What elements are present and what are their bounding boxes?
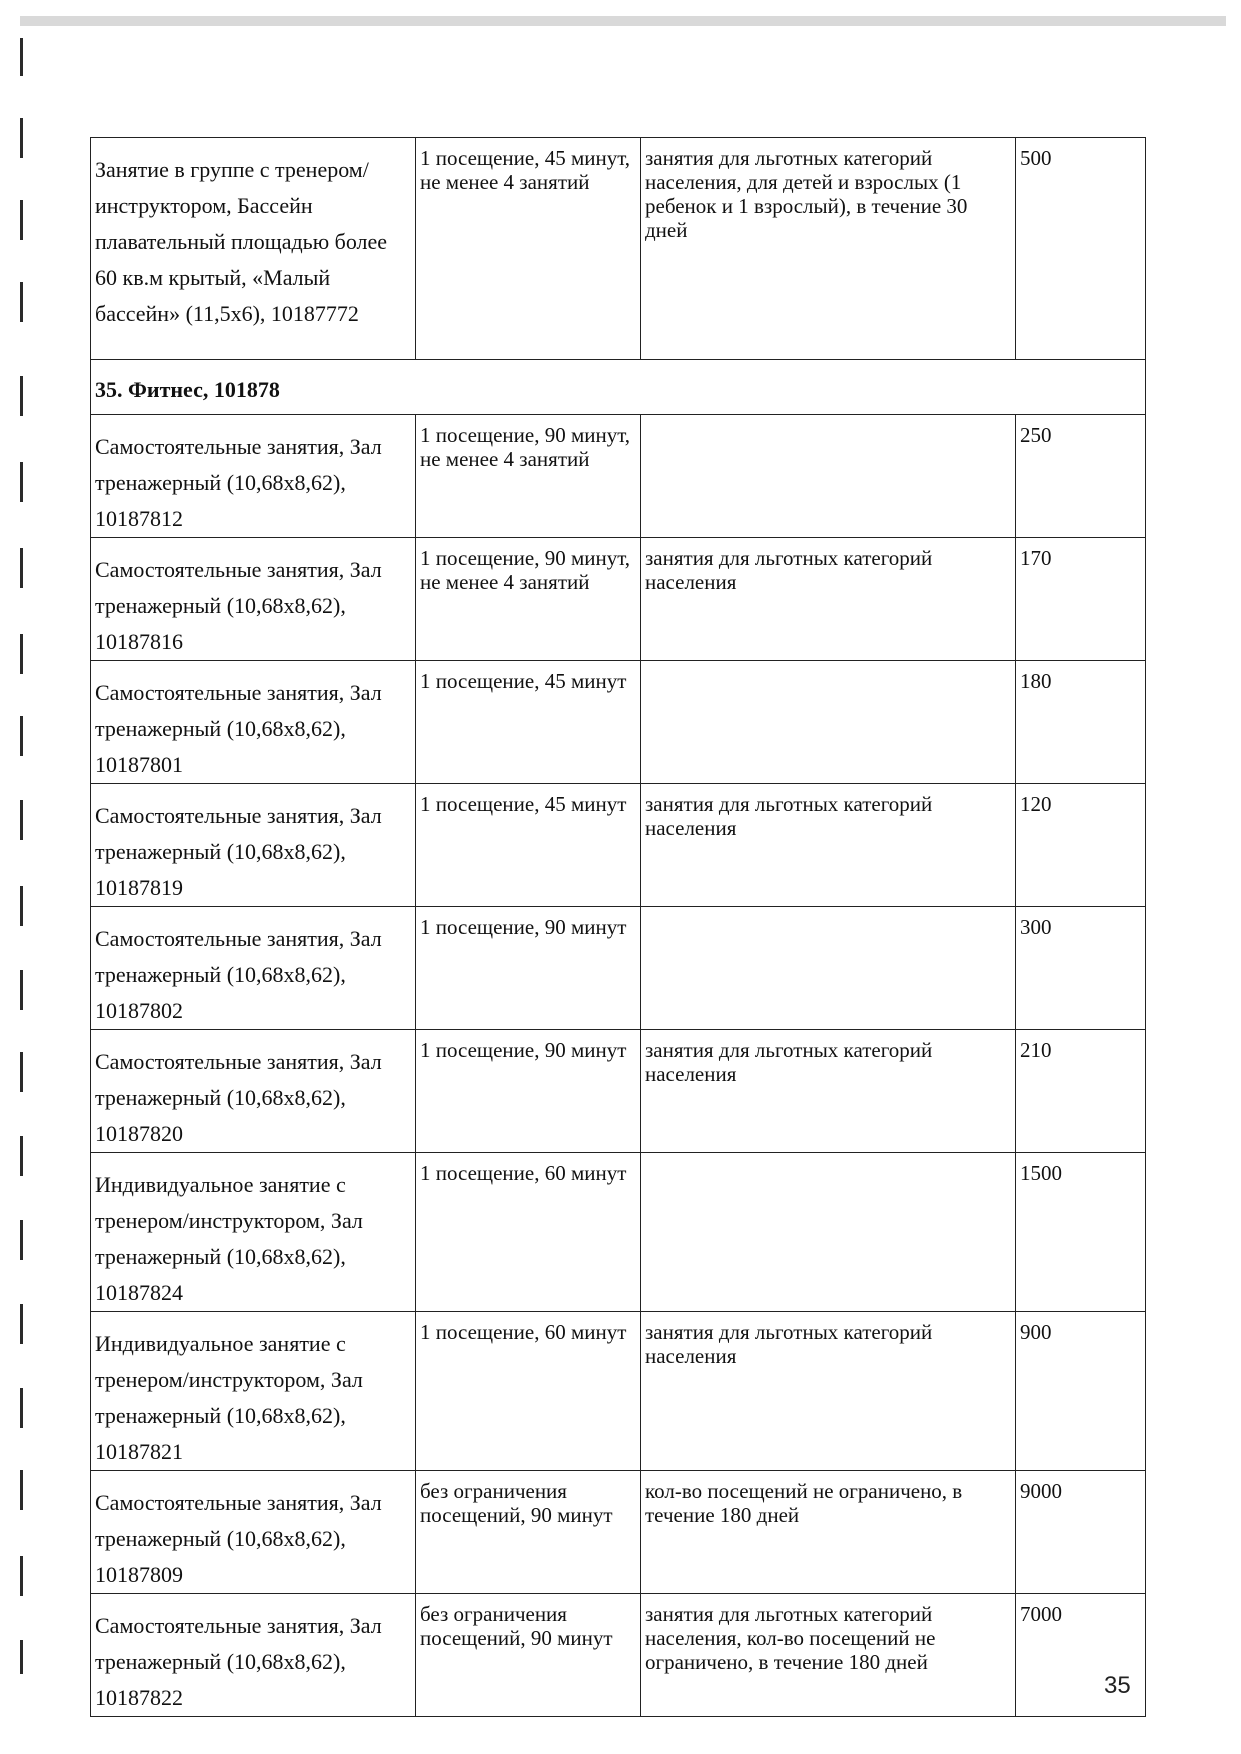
service-name-cell: Индивидуальное занятие с тренером/инструктором, Зал тренажерный (10,68х8,62), 10187821 xyxy=(91,1312,416,1471)
table-row xyxy=(91,661,1146,784)
note-cell xyxy=(641,907,1016,1030)
binding-mark xyxy=(20,800,23,840)
note-cell: занятия для льготных категорий населения, для детей и взрослых (1 ребенок и 1 взрослый), в течение 30 дней xyxy=(641,138,1016,360)
visit-terms-cell: 1 посещение, 45 минут xyxy=(416,784,641,907)
section-title: 35. Фитнес, 101878 xyxy=(91,360,1146,415)
service-name-cell: Самостоятельные занятия, Зал тренажерный (10,68х8,62), 10187816 xyxy=(91,538,416,661)
visit-terms-cell: 1 посещение, 60 минут xyxy=(416,1312,641,1471)
price-cell: 500 xyxy=(1016,138,1146,360)
table-row xyxy=(91,784,1146,907)
binding-mark xyxy=(20,1052,23,1092)
price-cell: 1500 xyxy=(1016,1153,1146,1312)
note-cell: занятия для льготных категорий населения xyxy=(641,784,1016,907)
binding-mark xyxy=(20,970,23,1010)
binding-mark xyxy=(20,716,23,756)
binding-mark xyxy=(20,118,23,158)
binding-mark xyxy=(20,38,23,76)
binding-mark xyxy=(20,1304,23,1344)
binding-mark xyxy=(20,548,23,588)
table-row xyxy=(91,1471,1146,1594)
page-number: 35 xyxy=(1104,1672,1131,1699)
visit-terms-cell: 1 посещение, 90 минут, не менее 4 занятий xyxy=(416,538,641,661)
table-row xyxy=(91,538,1146,661)
section-row xyxy=(91,360,1146,415)
price-cell: 250 xyxy=(1016,415,1146,538)
binding-mark xyxy=(20,1556,23,1596)
visit-terms-cell: без ограничения посещений, 90 минут xyxy=(416,1471,641,1594)
service-name-cell: Занятие в группе с тренером/инструктором, Бассейн плавательный площадью более 60 кв.м крытый, «Малый бассейн» (11,5х6), 10187772 xyxy=(91,138,416,360)
binding-mark xyxy=(20,462,23,502)
service-name-cell: Самостоятельные занятия, Зал тренажерный (10,68х8,62), 10187820 xyxy=(91,1030,416,1153)
price-cell: 900 xyxy=(1016,1312,1146,1471)
binding-mark xyxy=(20,200,23,240)
binding-mark xyxy=(20,1220,23,1260)
note-cell: занятия для льготных категорий населения, кол-во посещений не ограничено, в течение 180 дней xyxy=(641,1594,1016,1717)
service-name-cell: Самостоятельные занятия, Зал тренажерный (10,68х8,62), 10187809 xyxy=(91,1471,416,1594)
table-row xyxy=(91,907,1146,1030)
note-cell: занятия для льготных категорий населения xyxy=(641,538,1016,661)
price-table-body xyxy=(91,138,1146,1717)
table-row xyxy=(91,1153,1146,1312)
visit-terms-cell: 1 посещение, 45 минут, не менее 4 занятий xyxy=(416,138,641,360)
price-table xyxy=(90,137,1146,1717)
binding-mark xyxy=(20,282,23,322)
binding-mark xyxy=(20,1470,23,1510)
service-name-cell: Самостоятельные занятия, Зал тренажерный (10,68х8,62), 10187802 xyxy=(91,907,416,1030)
visit-terms-cell: 1 посещение, 90 минут, не менее 4 занятий xyxy=(416,415,641,538)
price-cell: 9000 xyxy=(1016,1471,1146,1594)
visit-terms-cell: 1 посещение, 45 минут xyxy=(416,661,641,784)
service-name-cell: Самостоятельные занятия, Зал тренажерный (10,68х8,62), 10187812 xyxy=(91,415,416,538)
table-row xyxy=(91,138,1146,360)
table-row xyxy=(91,1030,1146,1153)
visit-terms-cell: без ограничения посещений, 90 минут xyxy=(416,1594,641,1717)
price-cell: 7000 xyxy=(1016,1594,1146,1717)
scan-top-band xyxy=(20,16,1226,26)
binding-mark xyxy=(20,634,23,674)
service-name-cell: Самостоятельные занятия, Зал тренажерный (10,68х8,62), 10187819 xyxy=(91,784,416,907)
visit-terms-cell: 1 посещение, 90 минут xyxy=(416,907,641,1030)
visit-terms-cell: 1 посещение, 90 минут xyxy=(416,1030,641,1153)
price-cell: 120 xyxy=(1016,784,1146,907)
binding-mark xyxy=(20,1640,23,1674)
table-row xyxy=(91,1312,1146,1471)
service-name-cell: Самостоятельные занятия, Зал тренажерный (10,68х8,62), 10187822 xyxy=(91,1594,416,1717)
service-name-cell: Самостоятельные занятия, Зал тренажерный (10,68х8,62), 10187801 xyxy=(91,661,416,784)
note-cell xyxy=(641,1153,1016,1312)
price-cell: 180 xyxy=(1016,661,1146,784)
note-cell xyxy=(641,415,1016,538)
visit-terms-cell: 1 посещение, 60 минут xyxy=(416,1153,641,1312)
note-cell xyxy=(641,661,1016,784)
note-cell: кол-во посещений не ограничено, в течение 180 дней xyxy=(641,1471,1016,1594)
note-cell: занятия для льготных категорий населения xyxy=(641,1312,1016,1471)
binding-mark xyxy=(20,1136,23,1176)
table-row xyxy=(91,415,1146,538)
price-cell: 210 xyxy=(1016,1030,1146,1153)
binding-mark xyxy=(20,1388,23,1428)
table-row xyxy=(91,1594,1146,1717)
binding-mark xyxy=(20,886,23,926)
service-name-cell: Индивидуальное занятие с тренером/инструктором, Зал тренажерный (10,68х8,62), 10187824 xyxy=(91,1153,416,1312)
price-cell: 300 xyxy=(1016,907,1146,1030)
price-cell: 170 xyxy=(1016,538,1146,661)
binding-mark xyxy=(20,376,23,416)
note-cell: занятия для льготных категорий населения xyxy=(641,1030,1016,1153)
